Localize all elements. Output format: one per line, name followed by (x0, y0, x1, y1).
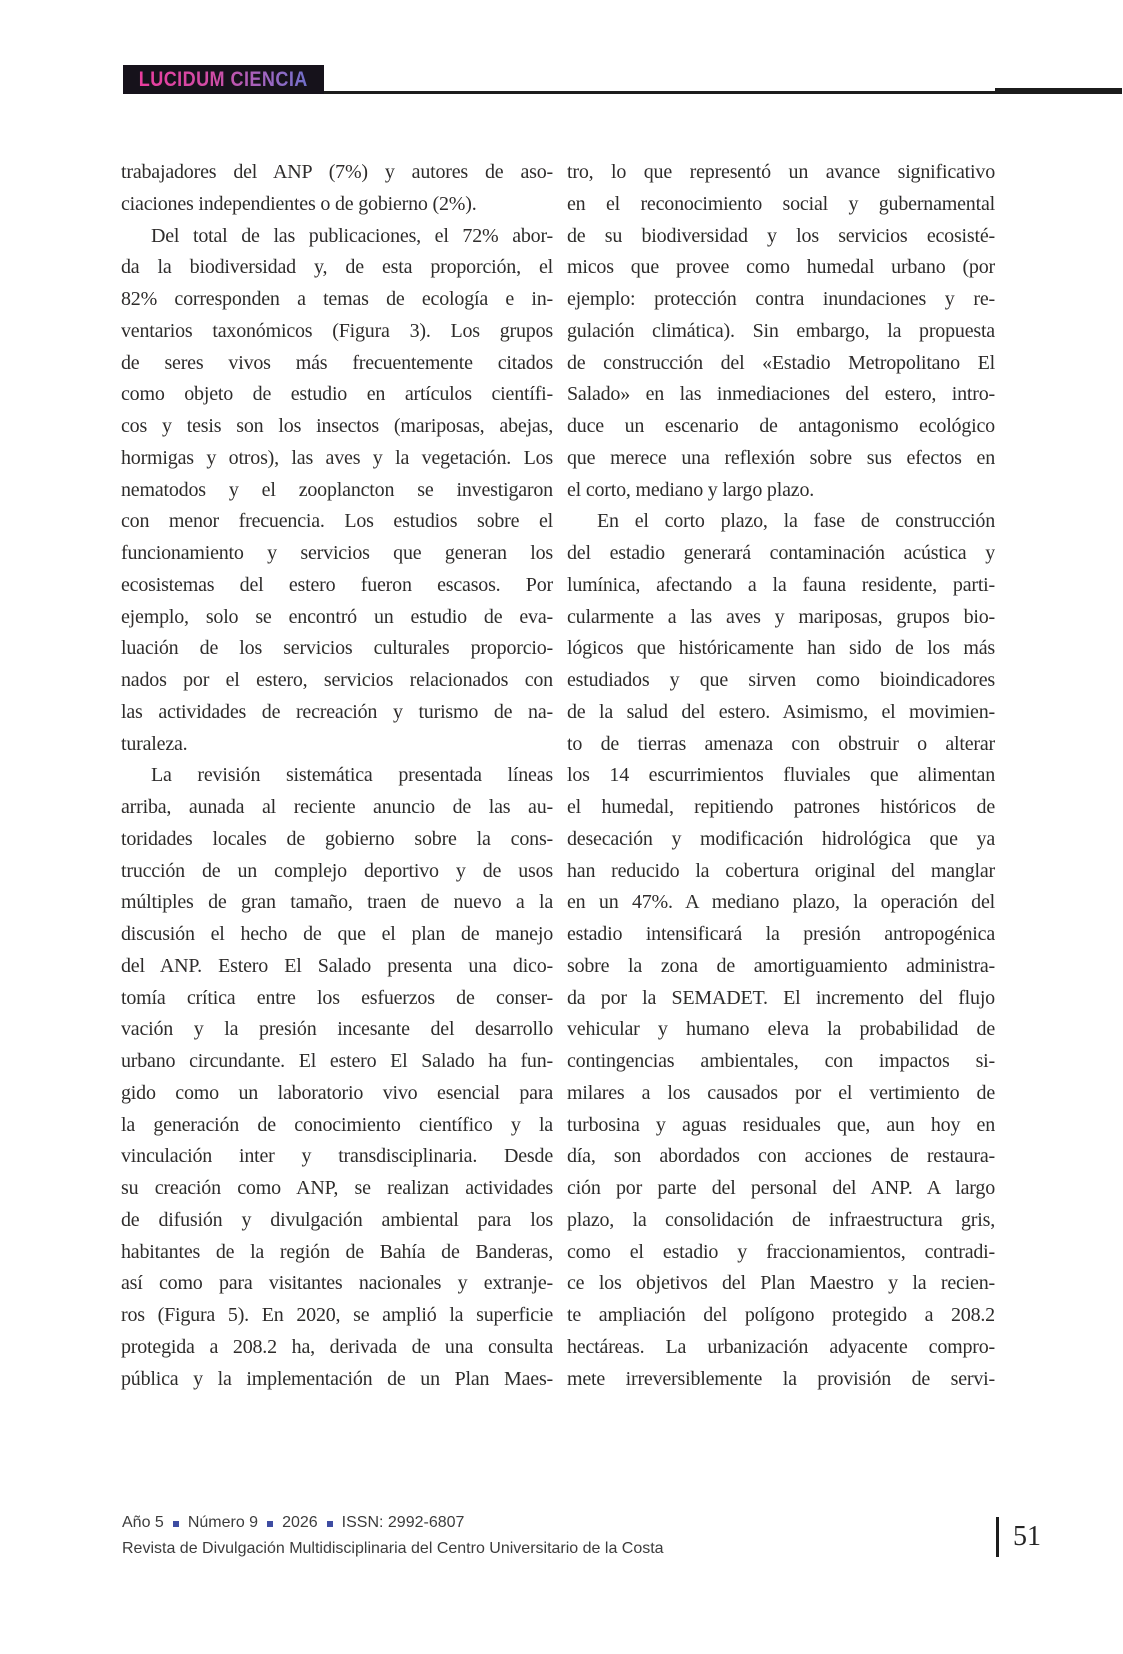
text-line: tro, lo que representó un avance significativo (567, 161, 995, 183)
text-line: turaleza. (121, 732, 188, 755)
text-line: de construcción del «Estadio Metropolitano El (567, 351, 995, 374)
text-line: el corto, mediano y largo plazo. (567, 478, 815, 501)
journal-logo (123, 65, 324, 94)
text-line: sobre la zona de amortiguamiento administra- (567, 954, 995, 977)
text-line: las actividades de recreación y turismo de na- (121, 700, 553, 723)
text-line: vación y la presión incesante del desarrollo (121, 1018, 553, 1041)
journal-meta-segment: 2026 (282, 1514, 318, 1531)
text-line: gido como un laboratorio vivo esencial para (121, 1081, 553, 1104)
text-line: con menor frecuencia. Los estudios sobre el (121, 510, 553, 533)
text-line: que merece una reflexión sobre sus efectos en (567, 446, 995, 469)
text-line: tomía crítica entre los esfuerzos de conser- (121, 986, 553, 1009)
text-line: hormigas y otros), las aves y la vegetación. Los (121, 446, 553, 469)
text-line: ce los objetivos del Plan Maestro y la recien- (567, 1272, 995, 1295)
text-line: lógicos que históricamente han sido de los más (567, 637, 995, 660)
text-line: ejemplo, solo se encontró un estudio de eva- (121, 605, 553, 628)
journal-title-line: Revista de Divulgación Multidisciplinaria del Centro Universitario de la Costa (122, 1540, 664, 1557)
text-line: Del total de las publicaciones, el 72% abor- (151, 224, 553, 247)
text-line: funcionamiento y servicios que generan los (121, 542, 553, 564)
text-line: nematodos y el zooplancton se investigaron (121, 478, 553, 501)
journal-meta-line (122, 1514, 464, 1532)
text-line: cos y tesis son los insectos (mariposas, abejas, (121, 415, 553, 437)
text-line: ción por parte del personal del ANP. A largo (567, 1177, 995, 1199)
text-line: como el estadio y fraccionamientos, contradi- (567, 1240, 995, 1263)
text-line: luación de los servicios culturales proporcio- (121, 637, 553, 660)
text-line: su creación como ANP, se realizan actividades (121, 1177, 553, 1199)
text-column-left (121, 157, 553, 1395)
text-line: discusión el hecho de que el plan de manejo (121, 923, 553, 945)
text-line: cularmente a las aves y mariposas, grupos bio- (567, 605, 995, 628)
text-column-right (567, 157, 995, 1395)
text-line: estudiados y que sirven como bioindicadores (567, 669, 995, 691)
text-line: de la salud del estero. Asimismo, el movimien- (567, 700, 995, 723)
text-line: de su biodiversidad y los servicios ecosisté- (567, 224, 995, 247)
text-line: de seres vivos más frecuentemente citados (121, 351, 553, 374)
text-line: La revisión sistemática presentada líneas (151, 764, 553, 787)
separator-square-icon (267, 1521, 273, 1527)
header-rule-thick (995, 88, 1122, 94)
text-line: turbosina y aguas residuales que, aun hoy en (567, 1113, 995, 1136)
journal-meta-segment: ISSN: 2992-6807 (341, 1514, 465, 1531)
text-line: vinculación inter y transdisciplinaria. Desde (121, 1145, 553, 1168)
text-line: arriba, aunada al reciente anuncio de las au- (121, 796, 553, 818)
text-line: la generación de conocimiento científico y la (121, 1113, 553, 1136)
journal-logo-text: LUCIDUM CIENCIA (139, 67, 308, 91)
text-line: 82% corresponden a temas de ecología e in- (121, 288, 553, 310)
text-line: como objeto de estudio en artículos científi- (121, 383, 553, 406)
text-line: da por la SEMADET. El incremento del flujo (567, 986, 995, 1009)
text-line: ros (Figura 5). En 2020, se amplió la superficie (121, 1304, 553, 1326)
text-line: han reducido la cobertura original del manglar (567, 859, 995, 882)
text-line: contingencias ambientales, con impactos si- (567, 1050, 995, 1072)
text-line: nados por el estero, servicios relacionados con (121, 669, 553, 691)
text-line: estadio intensificará la presión antropogénica (567, 923, 995, 945)
text-line: Salado» en las inmediaciones del estero, intro- (567, 383, 995, 406)
text-line: en el reconocimiento social y gubernamental (567, 192, 995, 215)
text-line: lumínica, afectando a la fauna residente, parti- (567, 573, 995, 596)
text-line: micos que provee como humedal urbano (por (567, 256, 995, 279)
journal-meta-segment: Número 9 (187, 1514, 259, 1531)
text-line: da la biodiversidad y, de esta proporción, el (121, 256, 553, 279)
text-line: duce un escenario de antagonismo ecológico (567, 415, 995, 437)
text-line: toridades locales de gobierno sobre la cons- (121, 827, 553, 850)
page-number: 51 (1013, 1521, 1041, 1552)
text-line: ecosistemas del estero fueron escasos. Por (121, 573, 553, 596)
text-line: en un 47%. A mediano plazo, la operación del (567, 891, 995, 914)
text-line: te ampliación del polígono protegido a 208.2 (567, 1304, 995, 1326)
text-line: ventarios taxonómicos (Figura 3). Los grupos (121, 319, 553, 342)
text-line: desecación y modificación hidrológica que ya (567, 827, 995, 850)
text-line: hectáreas. La urbanización adyacente compro- (567, 1335, 995, 1358)
text-line: así como para visitantes nacionales y extranje- (121, 1272, 553, 1295)
text-line: ejemplo: protección contra inundaciones y re- (567, 288, 995, 310)
text-line: to de tierras amenaza con obstruir o alterar (567, 732, 995, 755)
text-line: del ANP. Estero El Salado presenta una dico- (121, 954, 553, 977)
text-line: En el corto plazo, la fase de construcción (597, 510, 995, 533)
text-line: pública y la implementación de un Plan Maes- (121, 1367, 553, 1390)
text-line: milares a los causados por el vertimiento de (567, 1081, 995, 1104)
text-line: de difusión y divulgación ambiental para los (121, 1208, 553, 1231)
separator-square-icon (327, 1521, 333, 1527)
text-line: urbano circundante. El estero El Salado ha fun- (121, 1050, 553, 1072)
journal-meta-segment: Año 5 (122, 1514, 164, 1531)
text-line: protegida a 208.2 ha, derivada de una consulta (121, 1335, 553, 1358)
separator-square-icon (173, 1521, 179, 1527)
page-number-divider (996, 1517, 999, 1557)
text-line: vehicular y humano eleva la probabilidad de (567, 1018, 995, 1041)
text-line: día, son abordados con acciones de restaura- (567, 1145, 995, 1168)
text-line: habitantes de la región de Bahía de Banderas, (121, 1240, 553, 1263)
text-line: múltiples de gran tamaño, traen de nuevo a la (121, 891, 553, 914)
text-line: trabajadores del ANP (7%) y autores de aso- (121, 161, 553, 183)
text-line: ciaciones independientes o de gobierno (2%). (121, 192, 477, 215)
text-line: plazo, la consolidación de infraestructura gris, (567, 1208, 995, 1231)
text-line: del estadio generará contaminación acústica y (567, 542, 995, 564)
text-line: gulación climática). Sin embargo, la propuesta (567, 319, 995, 342)
text-line: mete irreversiblemente la provisión de servi- (567, 1367, 995, 1390)
text-line: trucción de un complejo deportivo y de usos (121, 859, 553, 882)
text-line: el humedal, repitiendo patrones históricos de (567, 796, 995, 818)
text-line: los 14 escurrimientos fluviales que alimentan (567, 764, 995, 787)
